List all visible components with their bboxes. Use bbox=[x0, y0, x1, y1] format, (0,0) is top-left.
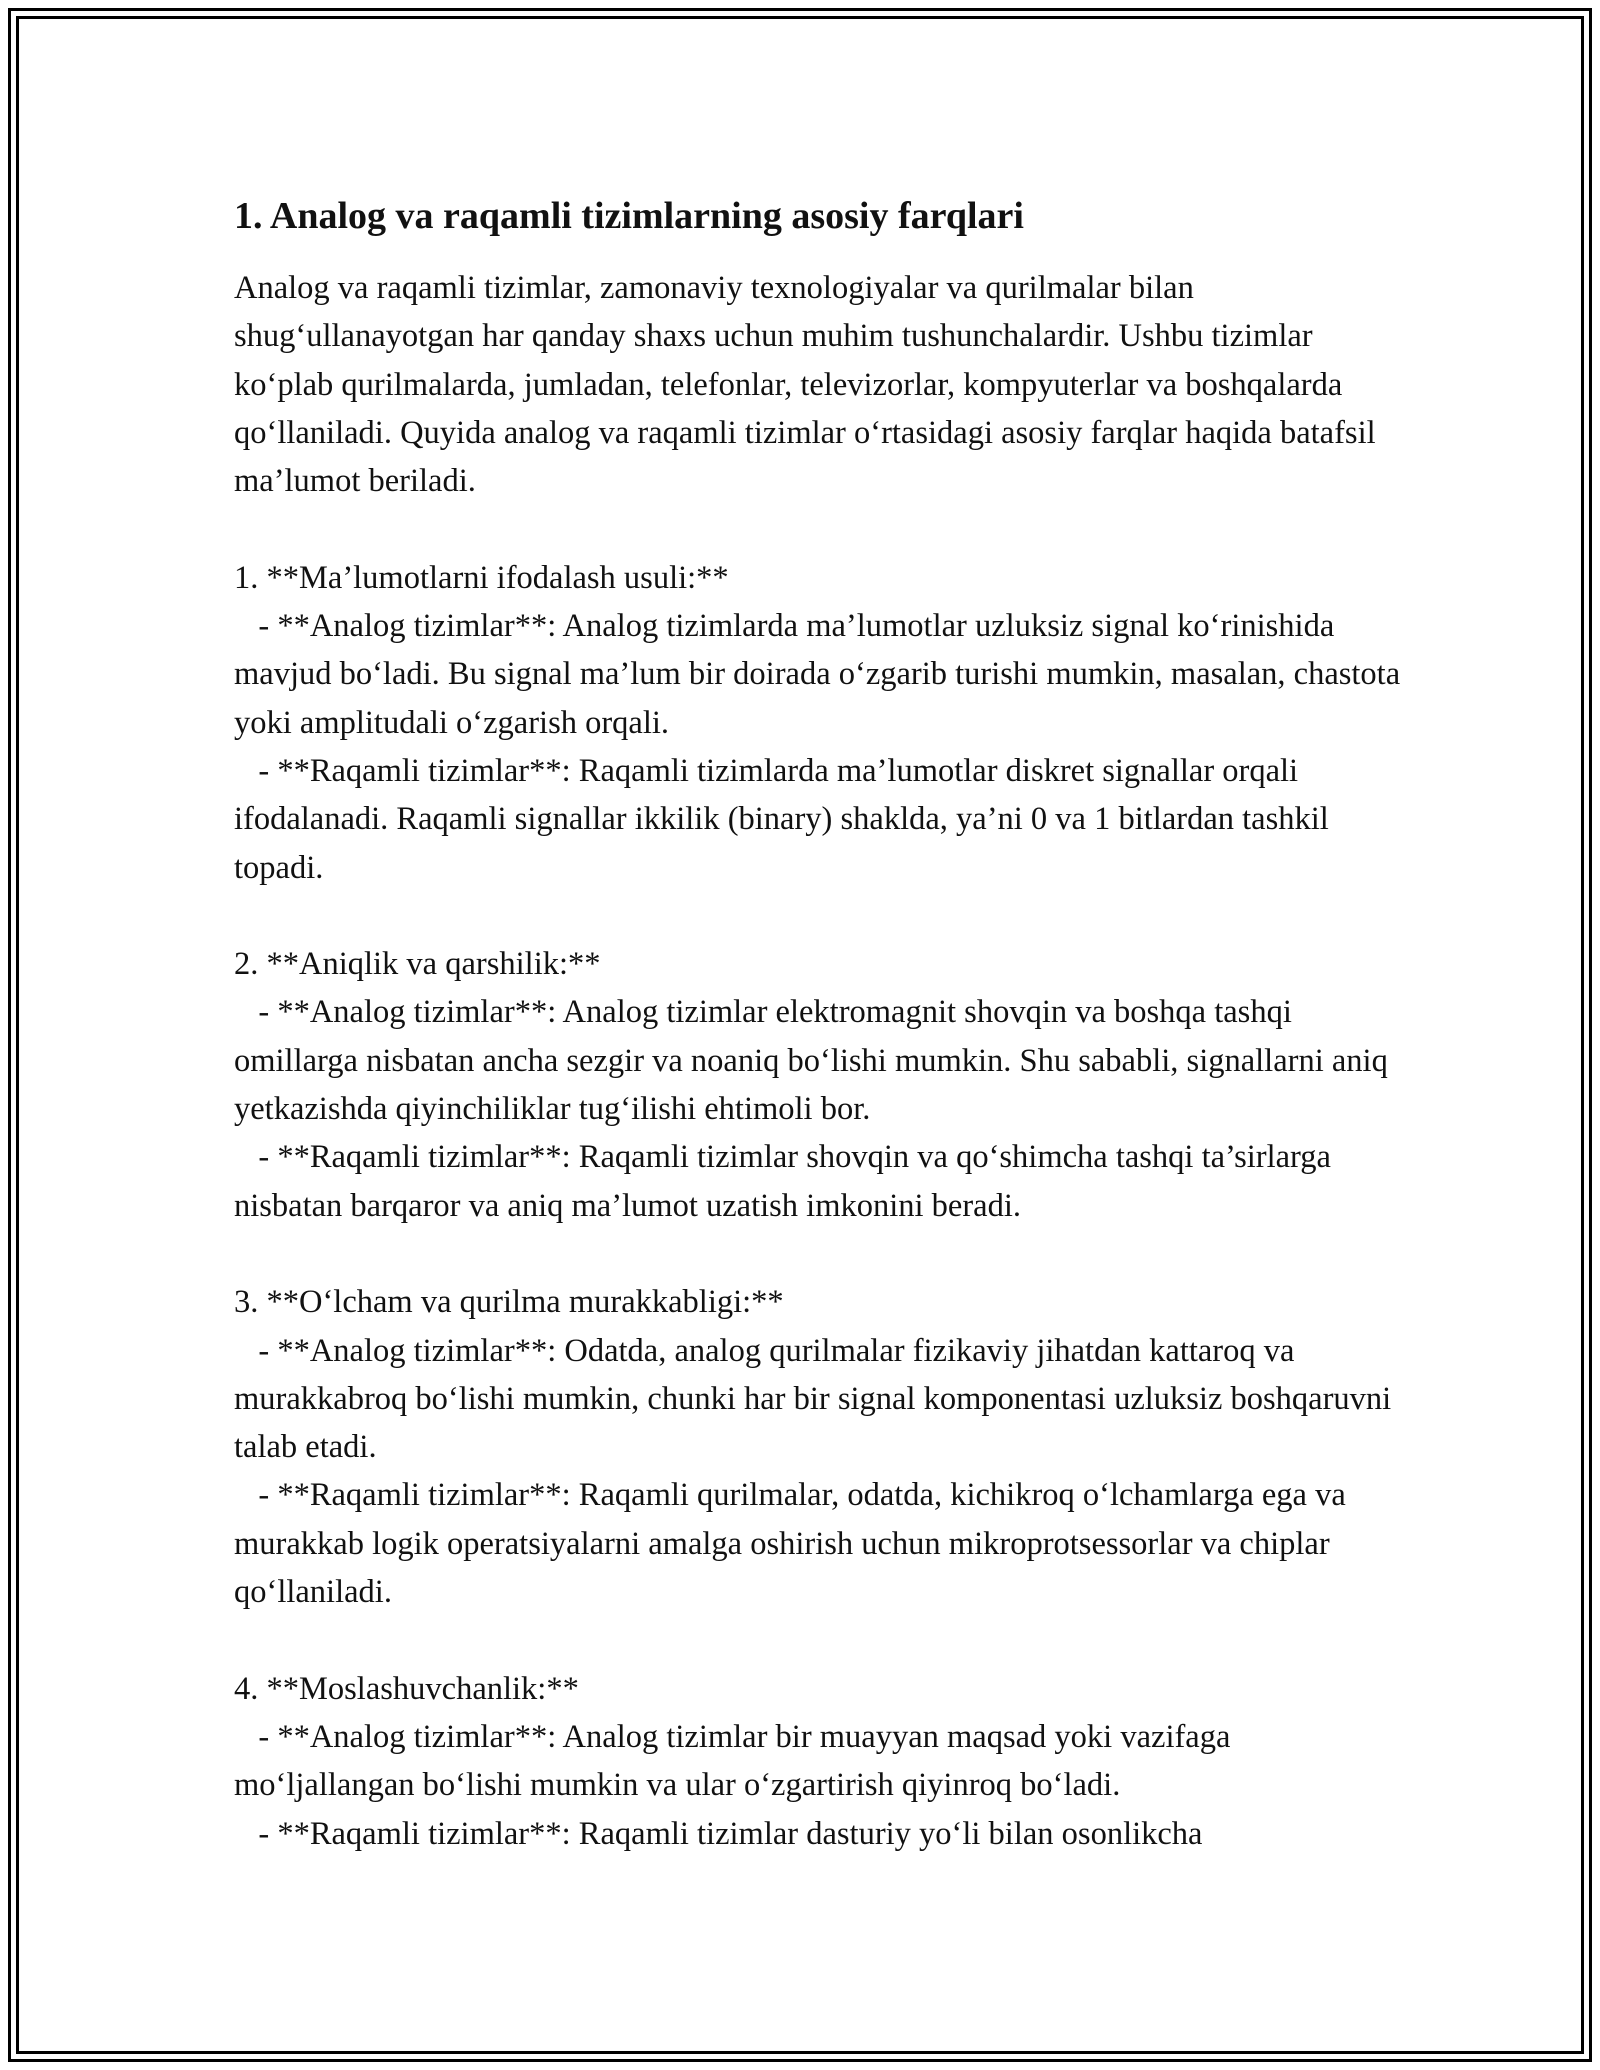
section-heading: 4. **Moslashuvchanlik:** bbox=[234, 1670, 579, 1707]
section-analog-item: - **Analog tizimlar**: Analog tizimlar elektromagnit shovqin va boshqa tashqi omillarga nisbatan ancha sezgir va noaniq bo‘lishi mumkin. Shu sababli, signallarni aniq yetkazishda qiyinchiliklar tug‘ilishi ehtimoli bor. bbox=[234, 994, 1396, 1128]
document-body bbox=[234, 178, 1409, 1858]
section-digital-item: - **Raqamli tizimlar**: Raqamli tizimlarda ma’lumotlar diskret signallar orqali ifodalanadi. Raqamli signallar ikkilik (binary) shaklda, ya’ni 0 va 1 bitlardan tashkil topadi. bbox=[234, 752, 1337, 886]
section-3 bbox=[234, 1278, 1404, 1616]
section-heading: 1. **Ma’lumotlarni ifodalash usuli:** bbox=[234, 559, 729, 596]
intro-paragraph: Analog va raqamli tizimlar, zamonaviy texnologiyalar va qurilmalar bilan shug‘ullanayotgan har qanday shaxs uchun muhim tushunchalardir. Ushbu tizimlar ko‘plab qurilmalarda, jumladan, telefonlar, televizorlar, kompyuterlar va boshqalarda qo‘llaniladi. Quyida analog va raqamli tizimlar o‘rtasidagi asosiy farqlar haqida batafsil ma’lumot beriladi. bbox=[234, 270, 1384, 500]
section-digital-item: - **Raqamli tizimlar**: Raqamli tizimlar dasturiy yo‘li bilan osonlikcha bbox=[234, 1815, 1203, 1852]
paragraph-gap bbox=[234, 505, 1404, 553]
section-analog-item: - **Analog tizimlar**: Odatda, analog qurilmalar fizikaviy jihatdan kattaroq va murakkabroq bo‘lishi mumkin, chunki har bir signal komponentasi uzluksiz boshqaruvni talab etadi. bbox=[234, 1332, 1400, 1466]
section-analog-item: - **Analog tizimlar**: Analog tizimlar bir muayyan maqsad yoki vazifaga mo‘ljallangan bo‘lishi mumkin va ular o‘zgartirish qiyinroq bo‘ladi. bbox=[234, 1718, 1239, 1804]
paragraph-gap bbox=[234, 892, 1404, 940]
section-heading: 2. **Aniqlik va qarshilik:** bbox=[234, 946, 601, 983]
section-digital-item: - **Raqamli tizimlar**: Raqamli qurilmalar, odatda, kichikroq o‘lchamlarga ega va murakkab logik operatsiyalarni amalga oshirish uchun mikroprotsessorlar va chiplar qo‘llaniladi. bbox=[234, 1477, 1354, 1611]
document-title: 1. Analog va raqamli tizimlarning asosiy farqlari bbox=[234, 195, 1024, 237]
paragraph-gap bbox=[234, 1616, 1404, 1664]
section-analog-item: - **Analog tizimlar**: Analog tizimlarda ma’lumotlar uzluksiz signal ko‘rinishida mavjud bo‘ladi. Bu signal ma’lum bir doirada o‘zgarib turishi mumkin, masalan, chastota yoki amplitudali o‘zgarish orqali. bbox=[234, 608, 1409, 741]
section-4 bbox=[234, 1665, 1404, 1858]
section-1 bbox=[234, 554, 1409, 892]
section-heading: 3. **O‘lcham va qurilma murakkabligi:** bbox=[234, 1284, 784, 1321]
section-digital-item: - **Raqamli tizimlar**: Raqamli tizimlar shovqin va qo‘shimcha tashqi ta’sirlarga nisbatan barqaror va aniq ma’lumot uzatish imkonini beradi. bbox=[234, 1139, 1340, 1224]
paragraph-gap bbox=[234, 1230, 1404, 1278]
section-2 bbox=[234, 940, 1404, 1230]
